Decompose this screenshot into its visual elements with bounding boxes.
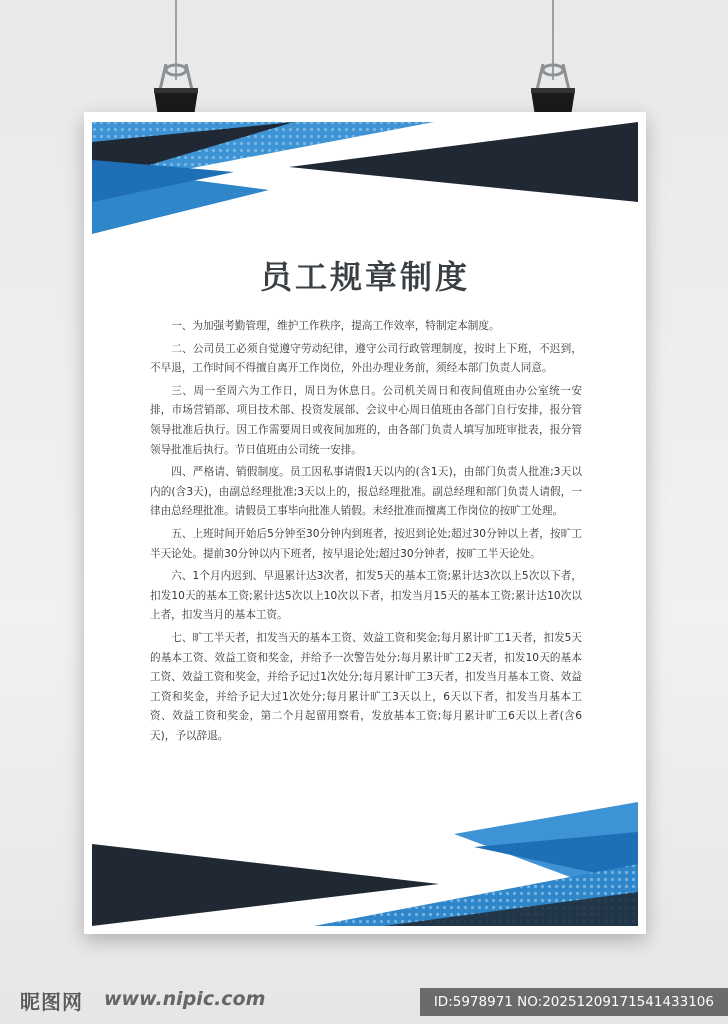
paragraph: 四、严格请、销假制度。员工因私事请假1天以内的(含1天)，由部门负责人批准;3天以内的(含3天)，由副总经理批准;3天以上的，报总经理批准。副总经理和部门负责人请假，一律由总经理批准。请假员工事毕向批准人销假。未经批准而擅离工作岗位的按旷工处理。 [150,466,582,518]
paragraph: 二、公司员工必须自觉遵守劳动纪律，遵守公司行政管理制度，按时上下班，不迟到，不早退，工作时间不得擅自离开工作岗位，外出办理业务前，须经本部门负责人同意。 [150,342,582,375]
page-title: 员工规章制度 [259,258,470,296]
watermark-site: www.nipic.com [104,988,266,1010]
poster-bottom-decoration [84,792,646,934]
paragraph: 六、1个月内迟到、早退累计达3次者，扣发5天的基本工资;累计达3次以上5次以下者，扣发10天的基本工资;累计达5次以上10次以下者，扣发当月15天的基本工资;累计达10次以上者，扣发当月的基本工资。 [150,570,582,622]
poster-sheet [84,112,646,934]
nipic-logo: 昵图网 [20,990,83,1014]
binder-clip-left-icon [150,60,202,120]
paragraph: 一、为加强考勤管理，维护工作秩序，提高工作效率，特制定本制度。 [171,320,500,332]
regulations-body [150,317,582,749]
image-id-label: ID:5978971 NO:20251209171541433106 [420,988,728,1016]
poster-top-decoration [84,112,646,272]
watermark-bar [0,980,728,1024]
binder-clip-right-icon [527,60,579,120]
paragraph: 七、旷工半天者，扣发当天的基本工资、效益工资和奖金;每月累计旷工1天者，扣发5天的基本工资、效益工资和奖金，并给予一次警告处分;每月累计旷工2天者，扣发10天的基本工资、效益工资和奖金，并给予记过1次处分;每月累计旷工3天者，扣发当月基本工资、效益工资和奖金，并给予记大过1次处分;每月累计旷工3天以上，6天以下者，扣发当月基本工资、效益工资和奖金，第二个月起留用察看，发放基本工资;每月累计旷工6天以上者(含6天)，予以辞退。 [150,631,582,742]
paragraph: 五、上班时间开始后5分钟至30分钟内到班者，按迟到论处;超过30分钟以上者，按旷工半天论处。提前30分钟以内下班者，按早退论处;超过30分钟者，按旷工半天论处。 [150,527,582,560]
paragraph: 三、周一至周六为工作日，周日为休息日。公司机关周日和夜间值班由办公室统一安排，市场营销部、项目技术部、投资发展部、会议中心周日值班由各部门自行安排，报分管领导批准后执行。因工作需要周日或夜间加班的，由各部门负责人填写加班审批表，报分管领导批准后执行。节日值班由公司统一安排。 [150,384,582,456]
